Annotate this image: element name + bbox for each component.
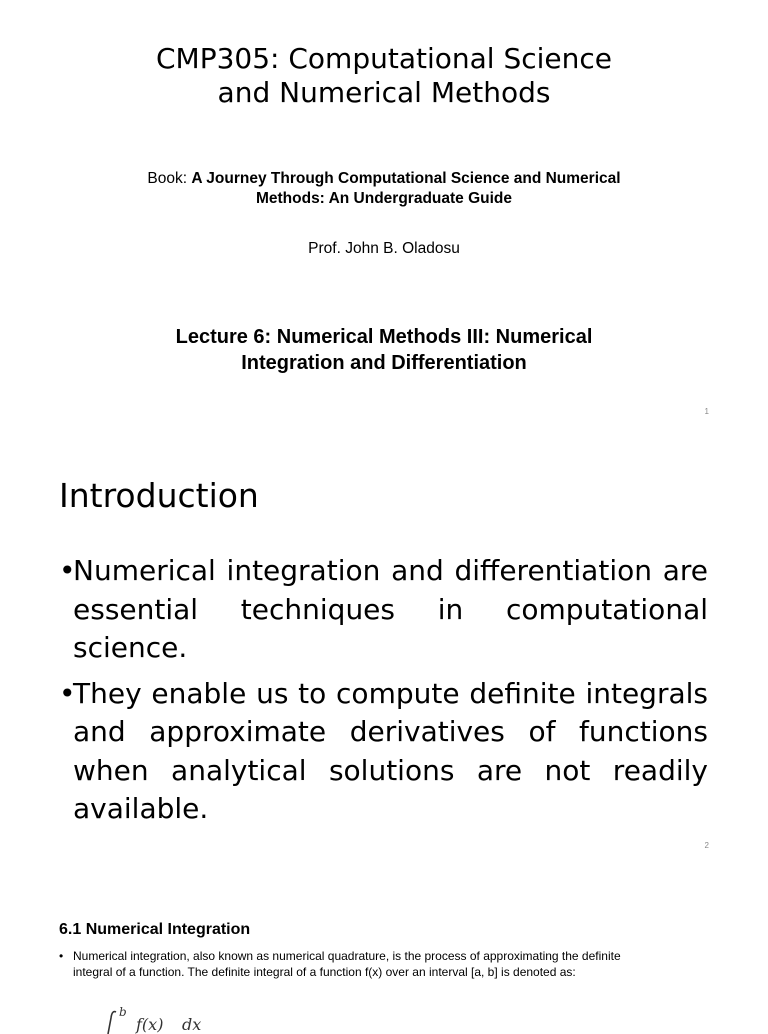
upper-limit-glyph: b xyxy=(119,1005,127,1019)
bullet-item xyxy=(59,552,708,668)
book-reference xyxy=(110,169,658,209)
integral-sign-icon xyxy=(108,1012,116,1034)
bullet-icon: • xyxy=(59,949,64,963)
slide-heading: Introduction xyxy=(59,476,259,515)
bullet-item xyxy=(59,948,708,980)
section-heading: 6.1 Numerical Integration xyxy=(59,921,251,938)
bullet-item xyxy=(59,675,708,829)
differential-glyph: dx xyxy=(182,1015,202,1034)
title-slide xyxy=(0,0,768,432)
bullet-text: Numerical integration and differentiation are essential techniques in computational science. xyxy=(73,554,708,664)
lecture-title-line1: Lecture 6: Numerical Methods III: Numerical xyxy=(175,326,593,348)
page-number: 1 xyxy=(704,407,709,416)
bullet-text: They enable us to compute definite integrals and approximate derivatives of functions when analytical solutions are not readily available. xyxy=(73,676,708,825)
author-name: Prof. John B. Oladosu xyxy=(308,240,460,257)
lecture-title-line2: Integration and Differentiation xyxy=(241,352,527,374)
book-title-line1: A Journey Through Computational Science and Numerical xyxy=(191,170,621,187)
bullet-icon: • xyxy=(59,554,76,587)
course-title-line1: CMP305: Computational Science xyxy=(156,42,612,75)
bullet-list xyxy=(59,552,708,836)
numerical-integration-slide xyxy=(0,864,768,1034)
lecture-title xyxy=(120,324,648,376)
bullet-text-line2: integral of a function. The definite integral of a function f(x) over an interval [a, b] is denoted as: xyxy=(73,965,576,979)
course-title-line2: and Numerical Methods xyxy=(217,76,551,109)
introduction-slide xyxy=(0,432,768,864)
integrand-glyph: f(x) xyxy=(136,1015,164,1034)
course-title xyxy=(60,42,708,110)
bullet-icon: • xyxy=(59,676,76,710)
integral-formula-image xyxy=(100,1004,260,1034)
book-prefix: Book: xyxy=(147,170,192,187)
bullet-text-line1: Numerical integration, also known as numerical quadrature, is the process of approximating the definite xyxy=(73,949,621,963)
bullet-text xyxy=(59,948,708,980)
book-title-line2: Methods: An Undergraduate Guide xyxy=(255,190,513,207)
page-number: 2 xyxy=(704,841,709,850)
